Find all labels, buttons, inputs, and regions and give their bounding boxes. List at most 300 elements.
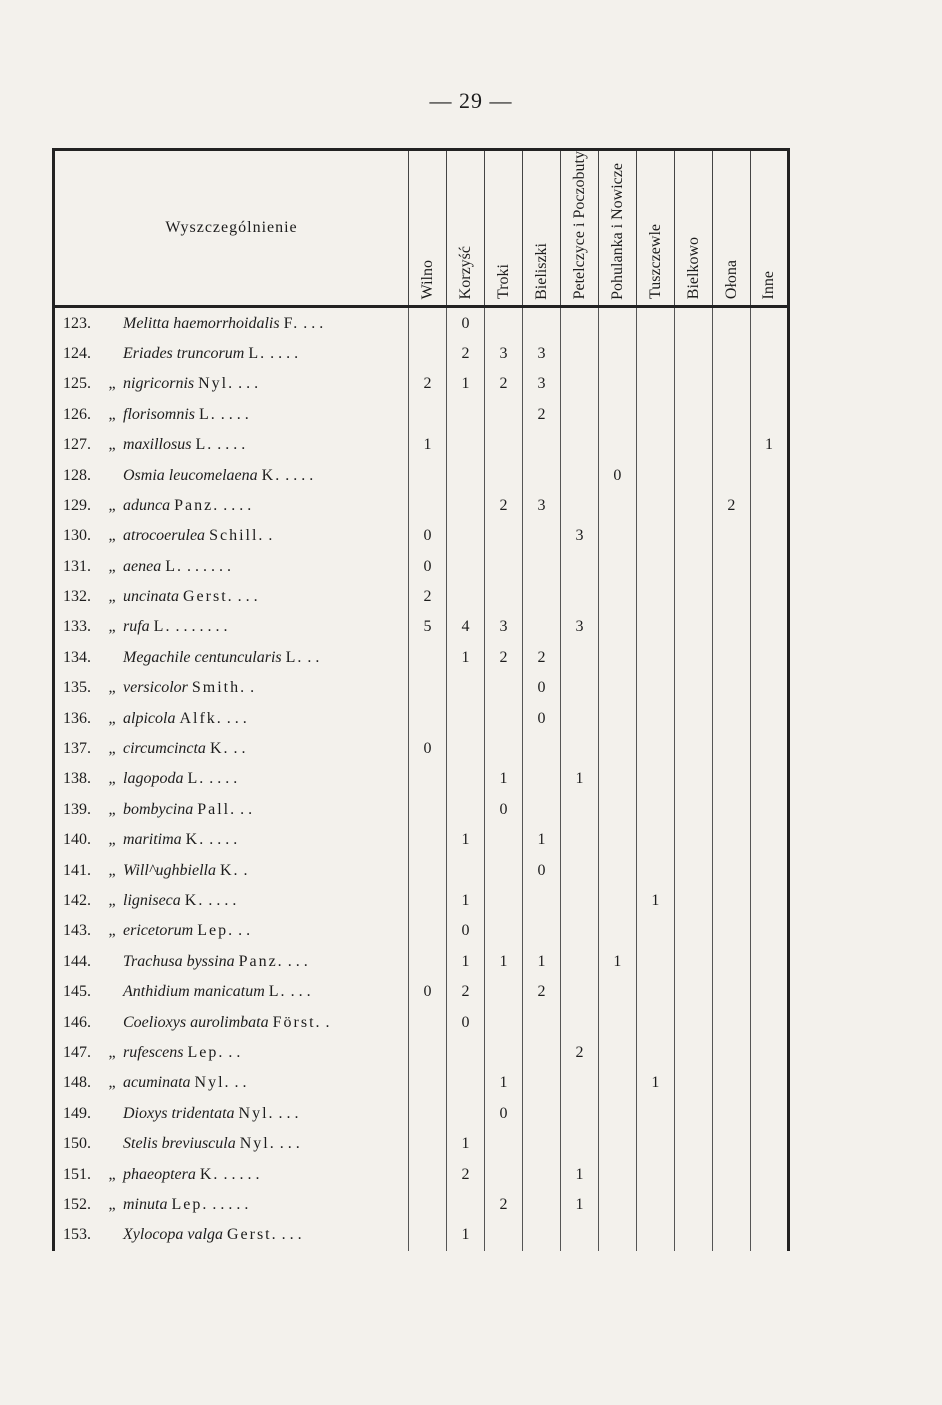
- value-cell: [409, 307, 447, 339]
- ditto-mark: „: [108, 405, 116, 423]
- value-cell: [636, 1220, 674, 1250]
- value-cell: [409, 764, 447, 794]
- value-cell: [409, 400, 447, 430]
- value-cell: [750, 1220, 788, 1250]
- species-name-cell: [54, 643, 409, 673]
- value-cell: [712, 703, 750, 733]
- value-cell: [712, 307, 750, 339]
- value-cell: [636, 400, 674, 430]
- species-epithet: manicatum: [193, 983, 265, 1001]
- value-cell: [674, 1068, 712, 1098]
- author-name: Lep.: [187, 1043, 225, 1061]
- table-row: [54, 825, 789, 855]
- value-cell: [409, 491, 447, 521]
- row-number: 138.: [63, 770, 91, 788]
- row-number: 141.: [63, 861, 91, 879]
- header-column: [712, 150, 750, 307]
- table-row: [54, 430, 789, 460]
- value-cell: [484, 855, 522, 885]
- dot-leader: . . . .: [219, 496, 252, 514]
- header-label: Petelczyce i Poczobuty: [570, 151, 588, 300]
- author-name: Alfk.: [179, 709, 223, 727]
- table-row: [54, 460, 789, 490]
- dot-leader: . . .: [283, 952, 308, 970]
- value-cell: 1: [447, 1220, 485, 1250]
- species-table: [52, 148, 790, 1251]
- value-cell: [674, 703, 712, 733]
- value-cell: [484, 703, 522, 733]
- species-epithet: nigricornis: [123, 375, 195, 393]
- header-column: [750, 150, 788, 307]
- value-cell: [560, 1007, 598, 1037]
- value-cell: 1: [522, 947, 560, 977]
- value-cell: [484, 916, 522, 946]
- species-name-cell: [54, 521, 409, 551]
- value-cell: [712, 977, 750, 1007]
- value-cell: [598, 886, 636, 916]
- value-cell: 3: [522, 369, 560, 399]
- table-row: [54, 764, 789, 794]
- table-row: [54, 734, 789, 764]
- row-number: 129.: [63, 496, 91, 514]
- ditto-mark: „: [108, 1043, 116, 1061]
- value-cell: [636, 521, 674, 551]
- value-cell: [674, 1038, 712, 1068]
- species-name-cell: [54, 1099, 409, 1129]
- value-cell: 1: [484, 947, 522, 977]
- value-cell: [560, 430, 598, 460]
- author-name: Lep.: [171, 1195, 209, 1213]
- dot-leader: . . .: [275, 1135, 300, 1153]
- value-cell: [712, 552, 750, 582]
- species-name-cell: [54, 400, 409, 430]
- value-cell: [712, 1038, 750, 1068]
- value-cell: [750, 1129, 788, 1159]
- species-epithet: aurolimbata: [190, 1013, 269, 1031]
- value-cell: [598, 1007, 636, 1037]
- value-cell: [409, 1099, 447, 1129]
- table-row: [54, 916, 789, 946]
- row-number: 123.: [63, 314, 91, 332]
- value-cell: 2: [522, 977, 560, 1007]
- value-cell: [636, 582, 674, 612]
- value-cell: [447, 400, 485, 430]
- species-epithet: ericetorum: [123, 922, 194, 940]
- value-cell: [712, 1190, 750, 1220]
- row-number: 147.: [63, 1043, 91, 1061]
- value-cell: [674, 400, 712, 430]
- species-name-cell: [54, 307, 409, 339]
- value-cell: [712, 673, 750, 703]
- value-cell: [484, 1220, 522, 1250]
- value-cell: 5: [409, 612, 447, 642]
- value-cell: [409, 1220, 447, 1250]
- value-cell: [712, 825, 750, 855]
- header-column: [560, 150, 598, 307]
- table-row: [54, 1159, 789, 1189]
- value-cell: [598, 855, 636, 885]
- value-cell: 1: [484, 764, 522, 794]
- dot-leader: . . . .: [205, 770, 238, 788]
- genus-name: Dioxys: [123, 1104, 168, 1122]
- table-row: [54, 947, 789, 977]
- value-cell: [560, 916, 598, 946]
- ditto-mark: „: [108, 436, 116, 454]
- value-cell: [409, 1190, 447, 1220]
- value-cell: [560, 369, 598, 399]
- value-cell: [636, 369, 674, 399]
- value-cell: 2: [409, 369, 447, 399]
- dot-leader: . . . . .: [208, 1195, 249, 1213]
- ditto-mark: „: [108, 679, 116, 697]
- dot-leader: . .: [303, 648, 320, 666]
- value-cell: [674, 491, 712, 521]
- value-cell: [712, 1159, 750, 1189]
- value-cell: [750, 1099, 788, 1129]
- value-cell: [409, 703, 447, 733]
- value-cell: [674, 612, 712, 642]
- value-cell: [636, 643, 674, 673]
- value-cell: [750, 460, 788, 490]
- value-cell: [522, 1068, 560, 1098]
- author-name: Nyl.: [194, 1074, 231, 1092]
- value-cell: 1: [447, 369, 485, 399]
- species-name-cell: [54, 764, 409, 794]
- value-cell: [484, 1007, 522, 1037]
- species-epithet: valga: [187, 1226, 223, 1244]
- table-row: [54, 795, 789, 825]
- dot-leader: .: [239, 861, 248, 879]
- author-name: Nyl.: [239, 1135, 276, 1153]
- header-label: Inne: [760, 270, 778, 300]
- value-cell: [484, 1159, 522, 1189]
- author-name: Panz.: [174, 496, 220, 514]
- value-cell: [484, 977, 522, 1007]
- value-cell: [674, 764, 712, 794]
- value-cell: [636, 764, 674, 794]
- value-cell: [750, 612, 788, 642]
- value-cell: [750, 673, 788, 703]
- value-cell: [636, 339, 674, 369]
- value-cell: [560, 1220, 598, 1250]
- author-name: Pall.: [197, 800, 237, 818]
- value-cell: [447, 491, 485, 521]
- value-cell: [522, 460, 560, 490]
- value-cell: [750, 947, 788, 977]
- value-cell: [409, 855, 447, 885]
- value-cell: 2: [522, 643, 560, 673]
- genus-name: Trachusa: [123, 952, 183, 970]
- value-cell: [560, 825, 598, 855]
- table-row: [54, 491, 789, 521]
- value-cell: [484, 552, 522, 582]
- value-cell: [598, 977, 636, 1007]
- value-cell: [522, 307, 560, 339]
- value-cell: [674, 552, 712, 582]
- value-cell: [409, 916, 447, 946]
- value-cell: [484, 673, 522, 703]
- value-cell: [598, 643, 636, 673]
- value-cell: [598, 764, 636, 794]
- row-number: 149.: [63, 1104, 91, 1122]
- value-cell: [522, 795, 560, 825]
- value-cell: [750, 855, 788, 885]
- dot-leader: . . .: [299, 314, 324, 332]
- species-epithet: circumcincta: [123, 740, 206, 758]
- value-cell: 0: [598, 460, 636, 490]
- value-cell: 1: [560, 764, 598, 794]
- author-name: L.: [285, 648, 304, 666]
- value-cell: [712, 400, 750, 430]
- author-name: Först.: [272, 1013, 322, 1031]
- header-column: [522, 150, 560, 307]
- value-cell: 1: [598, 947, 636, 977]
- species-name-cell: [54, 855, 409, 885]
- species-epithet: alpicola: [123, 709, 176, 727]
- value-cell: [750, 369, 788, 399]
- species-name-cell: [54, 612, 409, 642]
- row-number: 151.: [63, 1165, 91, 1183]
- dot-leader: . . . .: [213, 436, 246, 454]
- value-cell: [674, 1129, 712, 1159]
- dot-leader: . . .: [277, 1226, 302, 1244]
- value-cell: [636, 552, 674, 582]
- value-cell: [447, 673, 485, 703]
- value-cell: [522, 916, 560, 946]
- value-cell: [674, 521, 712, 551]
- value-cell: [674, 430, 712, 460]
- value-cell: [712, 460, 750, 490]
- author-name: K.: [209, 740, 230, 758]
- species-name-cell: [54, 886, 409, 916]
- value-cell: [712, 430, 750, 460]
- value-cell: [522, 552, 560, 582]
- value-cell: 1: [447, 643, 485, 673]
- value-cell: 0: [447, 307, 485, 339]
- value-cell: [636, 1038, 674, 1068]
- value-cell: [598, 612, 636, 642]
- dot-leader: . . . . . .: [182, 557, 231, 575]
- row-number: 150.: [63, 1135, 91, 1153]
- value-cell: [522, 612, 560, 642]
- value-cell: [750, 552, 788, 582]
- value-cell: [598, 521, 636, 551]
- header-label: Troki: [494, 264, 512, 300]
- value-cell: [560, 1099, 598, 1129]
- value-cell: [447, 582, 485, 612]
- species-name-cell: [54, 460, 409, 490]
- value-cell: 1: [636, 1068, 674, 1098]
- value-cell: 3: [560, 612, 598, 642]
- value-cell: [560, 886, 598, 916]
- header-column: [447, 150, 485, 307]
- value-cell: 3: [522, 339, 560, 369]
- value-cell: [636, 977, 674, 1007]
- species-name-cell: [54, 552, 409, 582]
- value-cell: [560, 307, 598, 339]
- value-cell: [750, 1068, 788, 1098]
- value-cell: [750, 795, 788, 825]
- row-number: 152.: [63, 1195, 91, 1213]
- value-cell: [598, 916, 636, 946]
- value-cell: 1: [447, 1129, 485, 1159]
- author-name: L.: [153, 618, 172, 636]
- value-cell: [674, 855, 712, 885]
- row-number: 145.: [63, 983, 91, 1001]
- header-column: [674, 150, 712, 307]
- value-cell: [674, 1190, 712, 1220]
- value-cell: [598, 369, 636, 399]
- value-cell: [712, 612, 750, 642]
- row-number: 136.: [63, 709, 91, 727]
- value-cell: [674, 460, 712, 490]
- value-cell: [636, 1007, 674, 1037]
- table-row: [54, 1007, 789, 1037]
- species-table-wrapper: [52, 148, 790, 1243]
- value-cell: 0: [409, 734, 447, 764]
- value-cell: [598, 825, 636, 855]
- author-name: Smith.: [191, 679, 247, 697]
- row-number: 131.: [63, 557, 91, 575]
- species-epithet: lagopoda: [123, 770, 184, 788]
- value-cell: 1: [484, 1068, 522, 1098]
- value-cell: 2: [447, 977, 485, 1007]
- species-name-cell: [54, 977, 409, 1007]
- value-cell: [674, 643, 712, 673]
- value-cell: [409, 947, 447, 977]
- dot-leader: . .: [229, 740, 246, 758]
- table-row: [54, 400, 789, 430]
- row-number: 142.: [63, 892, 91, 909]
- value-cell: 1: [750, 430, 788, 460]
- genus-name: Stelis: [123, 1135, 158, 1153]
- author-name: Lep.: [197, 922, 235, 940]
- value-cell: [750, 886, 788, 916]
- row-number: 143.: [63, 922, 91, 940]
- value-cell: 2: [484, 1190, 522, 1220]
- value-cell: [674, 916, 712, 946]
- value-cell: [409, 643, 447, 673]
- value-cell: [636, 947, 674, 977]
- value-cell: [636, 430, 674, 460]
- ditto-mark: „: [108, 557, 116, 575]
- value-cell: [598, 673, 636, 703]
- species-epithet: bombycina: [123, 800, 194, 818]
- header-label: Wilno: [419, 260, 436, 300]
- species-epithet: rufescens: [123, 1043, 184, 1061]
- value-cell: [674, 307, 712, 339]
- dot-leader: . . . .: [204, 892, 237, 909]
- row-number: 148.: [63, 1074, 91, 1092]
- row-number: 140.: [63, 831, 91, 849]
- value-cell: [712, 764, 750, 794]
- value-cell: [560, 1129, 598, 1159]
- value-cell: [750, 703, 788, 733]
- value-cell: [750, 582, 788, 612]
- row-number: 153.: [63, 1226, 91, 1244]
- value-cell: [598, 703, 636, 733]
- row-number: 139.: [63, 800, 91, 818]
- table-row: [54, 1129, 789, 1159]
- table-row: [54, 1220, 789, 1250]
- header-label: Ołona: [722, 260, 740, 300]
- value-cell: [598, 1099, 636, 1129]
- value-cell: 0: [447, 916, 485, 946]
- value-cell: 2: [484, 643, 522, 673]
- table-row: [54, 1190, 789, 1220]
- value-cell: [447, 552, 485, 582]
- value-cell: 1: [447, 825, 485, 855]
- value-cell: [712, 1099, 750, 1129]
- value-cell: [636, 703, 674, 733]
- value-cell: [447, 430, 485, 460]
- value-cell: [750, 491, 788, 521]
- value-cell: [409, 1068, 447, 1098]
- dot-leader: . . . . .: [219, 1165, 260, 1183]
- table-row: [54, 643, 789, 673]
- value-cell: [598, 339, 636, 369]
- ditto-mark: „: [108, 800, 116, 818]
- value-cell: [560, 855, 598, 885]
- row-number: 132.: [63, 588, 91, 606]
- author-name: L.: [165, 557, 183, 575]
- value-cell: [560, 795, 598, 825]
- value-cell: [750, 1007, 788, 1037]
- table-row: [54, 1068, 789, 1098]
- value-cell: [560, 339, 598, 369]
- value-cell: [598, 1159, 636, 1189]
- value-cell: [712, 1007, 750, 1037]
- value-cell: 0: [484, 795, 522, 825]
- value-cell: [674, 369, 712, 399]
- species-epithet: aenea: [123, 557, 162, 575]
- value-cell: [598, 734, 636, 764]
- ditto-mark: „: [108, 1074, 116, 1092]
- row-number: 127.: [63, 436, 91, 454]
- value-cell: 2: [447, 1159, 485, 1189]
- value-cell: [522, 1129, 560, 1159]
- ditto-mark: „: [108, 375, 116, 393]
- genus-name: Melitta: [123, 314, 170, 332]
- ditto-mark: „: [108, 588, 116, 606]
- author-name: K.: [219, 861, 240, 879]
- value-cell: [674, 886, 712, 916]
- value-cell: [674, 795, 712, 825]
- dot-leader: .: [264, 527, 273, 545]
- value-cell: [522, 734, 560, 764]
- table-row: [54, 977, 789, 1007]
- value-cell: [750, 734, 788, 764]
- value-cell: [750, 764, 788, 794]
- row-number: 134.: [63, 648, 91, 666]
- species-name-cell: [54, 582, 409, 612]
- value-cell: [636, 1190, 674, 1220]
- value-cell: 0: [522, 855, 560, 885]
- value-cell: [750, 400, 788, 430]
- value-cell: [409, 1038, 447, 1068]
- value-cell: [712, 339, 750, 369]
- author-name: Gerst.: [226, 1226, 278, 1244]
- species-name-cell: [54, 491, 409, 521]
- value-cell: [636, 1129, 674, 1159]
- value-cell: [712, 947, 750, 977]
- species-epithet: ligniseca: [123, 892, 181, 909]
- value-cell: [598, 1129, 636, 1159]
- value-cell: [560, 400, 598, 430]
- species-epithet: atrocoerulea: [123, 527, 206, 545]
- header-column: [598, 150, 636, 307]
- genus-name: Coelioxys: [123, 1013, 187, 1031]
